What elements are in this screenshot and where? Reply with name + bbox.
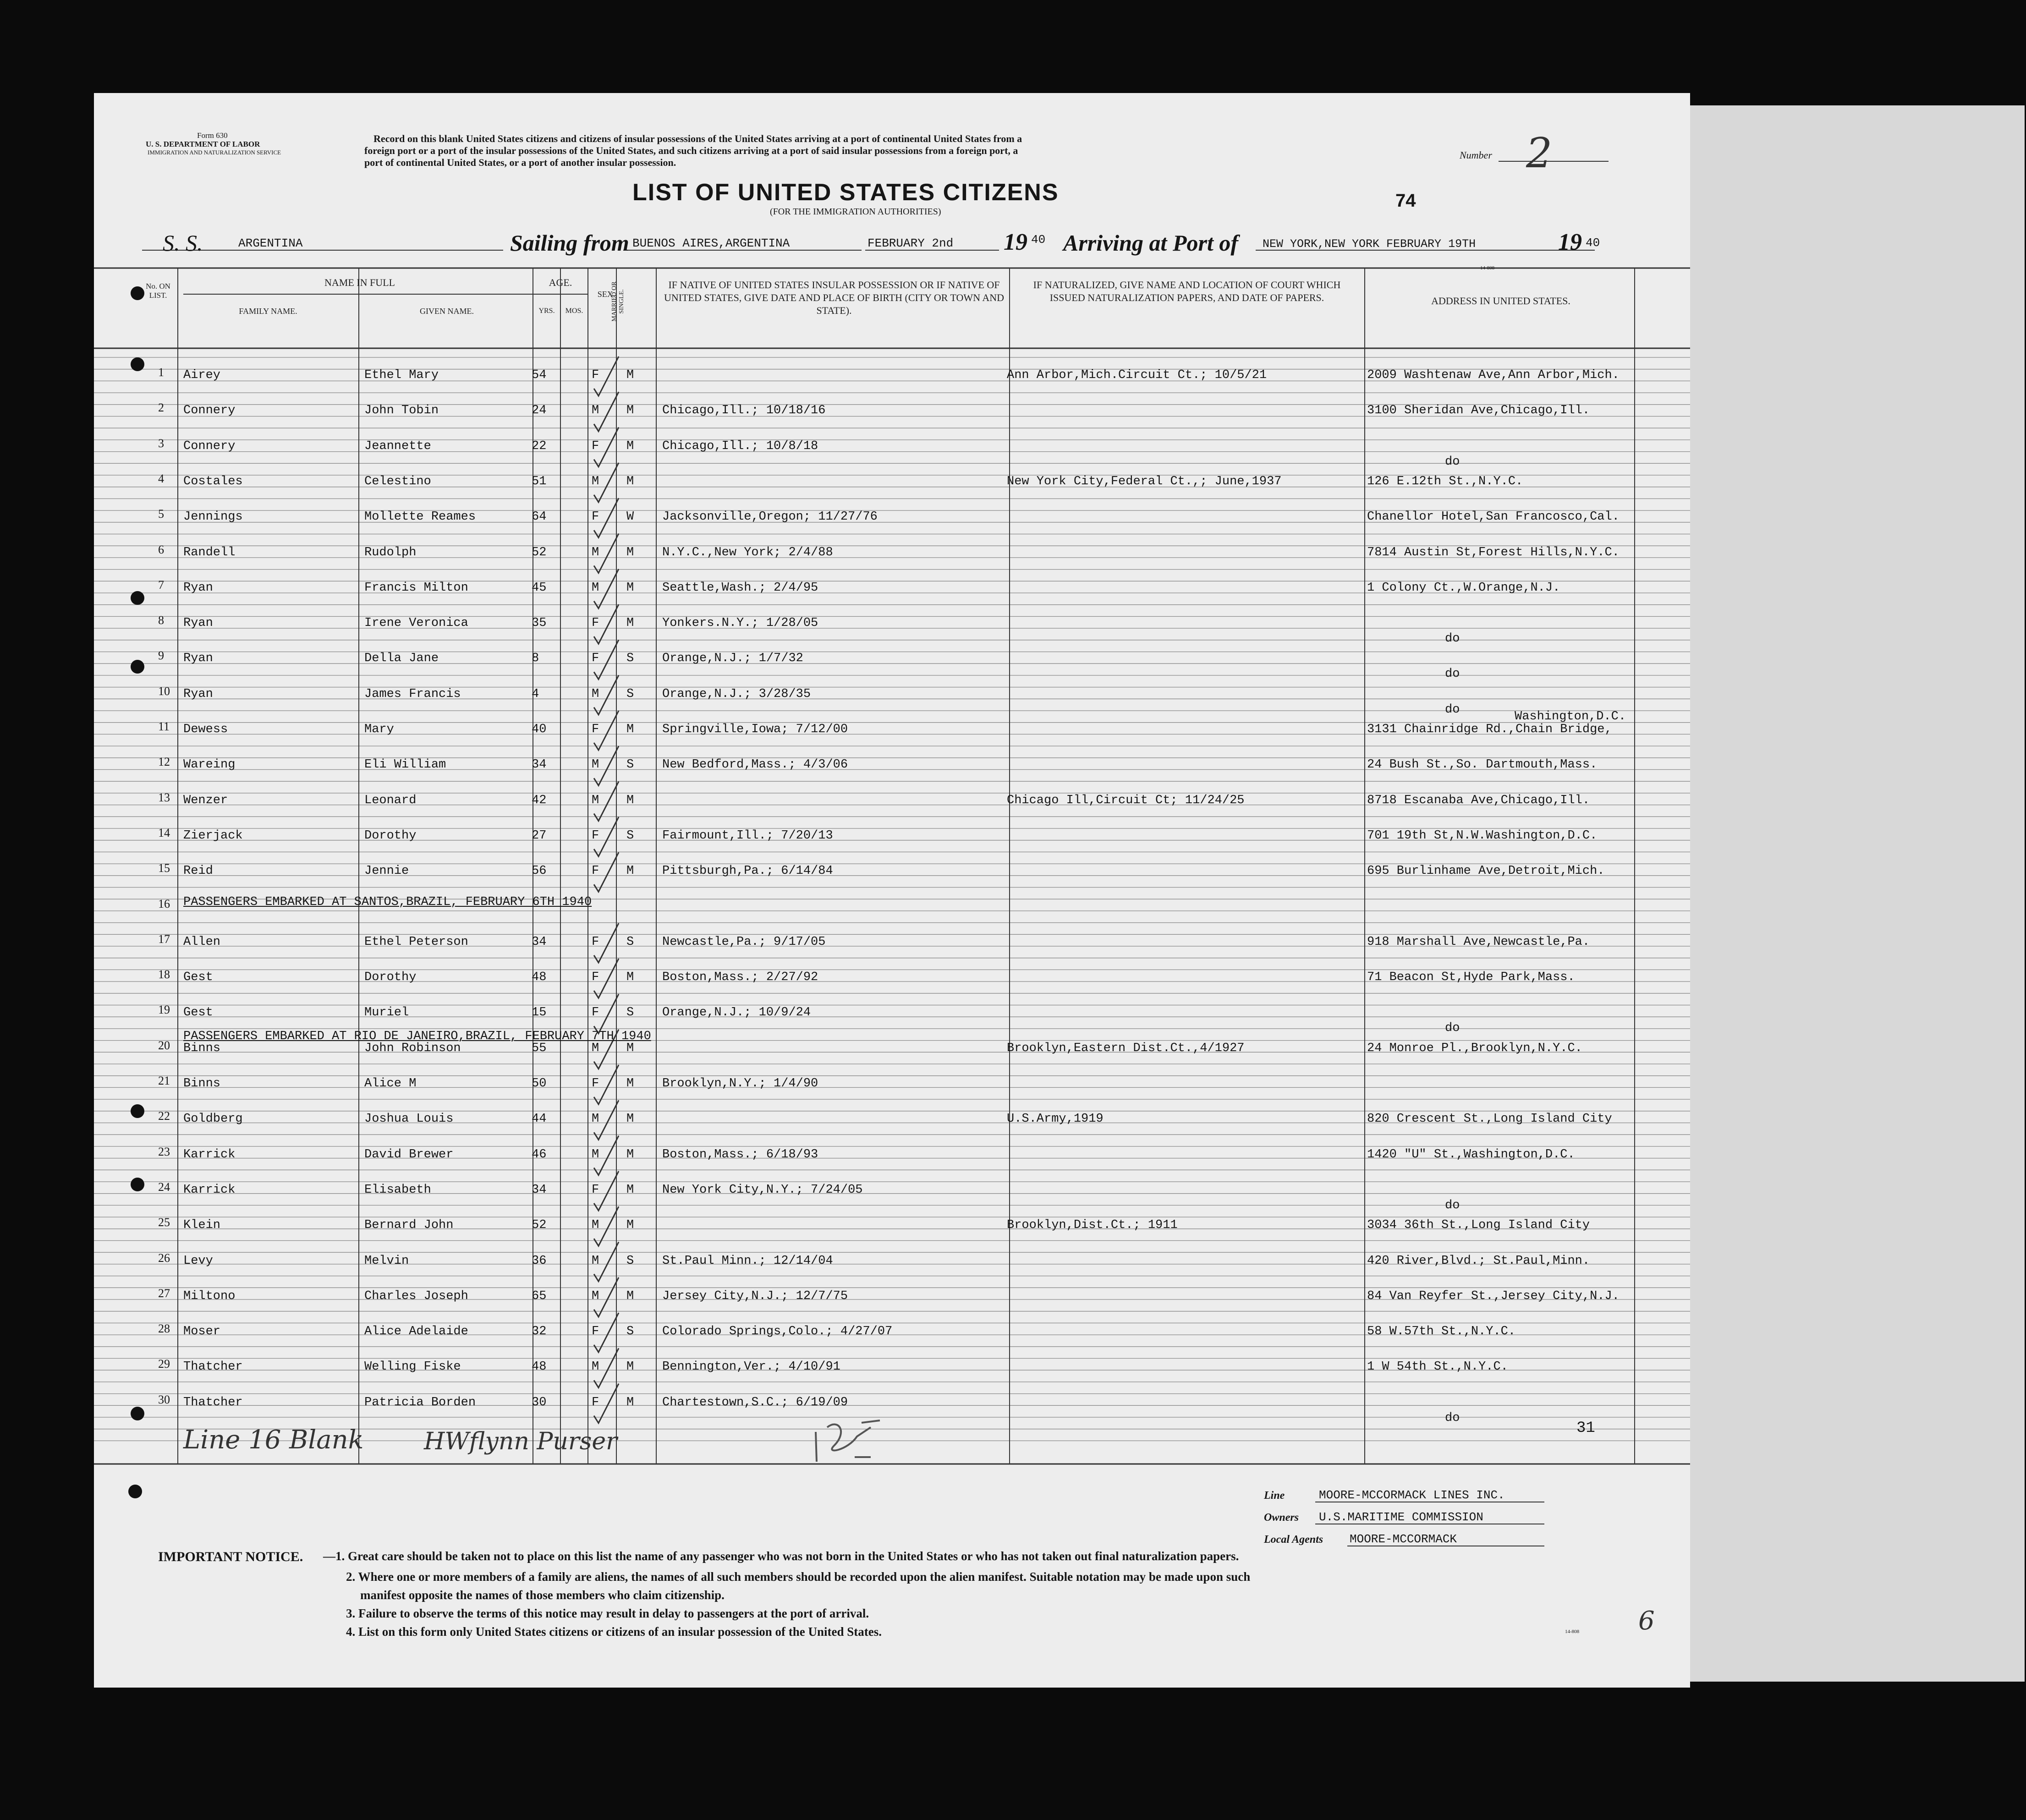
given-name: Joshua Louis bbox=[364, 1112, 454, 1126]
header-age: AGE. bbox=[549, 277, 572, 288]
age-years: 48 bbox=[532, 970, 547, 985]
page-subtitle: (FOR THE IMMIGRATION AUTHORITIES) bbox=[770, 207, 941, 217]
age-years: 24 bbox=[532, 404, 547, 418]
marital-status: M bbox=[626, 545, 634, 559]
sex: M bbox=[592, 1360, 599, 1374]
header-address: ADDRESS IN UNITED STATES. bbox=[1431, 295, 1570, 307]
family-name: Airey bbox=[183, 368, 221, 382]
age-years: 34 bbox=[532, 935, 547, 949]
us-address: do bbox=[1445, 632, 1460, 646]
marital-status: S bbox=[626, 828, 634, 843]
family-name: Ryan bbox=[183, 581, 213, 595]
naturalization-court: Chicago Ill,Circuit Ct; 11/24/25 bbox=[1007, 793, 1245, 807]
us-address: do bbox=[1445, 455, 1460, 469]
row-number: 9 bbox=[158, 649, 164, 663]
header-given-name: GIVEN NAME. bbox=[420, 307, 474, 316]
given-name: Ethel Peterson bbox=[364, 935, 468, 949]
sex: M bbox=[592, 1289, 599, 1303]
departure-year-prefix: 19 bbox=[1004, 229, 1027, 255]
row-number: 1 bbox=[158, 366, 164, 379]
row-number: 14 bbox=[158, 826, 170, 839]
age-years: 48 bbox=[532, 1360, 547, 1374]
age-years: 55 bbox=[532, 1041, 547, 1055]
departure-port: BUENOS AIRES,ARGENTINA bbox=[632, 236, 790, 250]
age-years: 40 bbox=[532, 723, 547, 736]
marital-status: M bbox=[626, 1289, 634, 1303]
age-years: 8 bbox=[532, 652, 539, 666]
marital-status: M bbox=[626, 723, 634, 736]
header-name-in-full: NAME IN FULL bbox=[324, 277, 395, 288]
birth-place-date: Newcastle,Pa.; 9/17/05 bbox=[662, 935, 826, 949]
age-years: 52 bbox=[532, 1218, 547, 1233]
marital-status: S bbox=[626, 758, 634, 772]
given-name: Alice Adelaide bbox=[364, 1325, 468, 1339]
row-number: 16 bbox=[158, 897, 170, 910]
us-address: 58 W.57th St.,N.Y.C. bbox=[1367, 1325, 1516, 1339]
family-name: Ryan bbox=[183, 652, 213, 666]
family-name: Thatcher bbox=[183, 1395, 243, 1409]
marital-status: S bbox=[626, 652, 634, 666]
marital-status: W bbox=[626, 510, 634, 524]
punch-hole bbox=[131, 660, 144, 674]
age-years: 51 bbox=[532, 474, 547, 488]
age-years: 34 bbox=[532, 1183, 547, 1197]
marital-status: M bbox=[626, 1147, 634, 1162]
marital-status: M bbox=[626, 793, 634, 807]
form-number: Form 630 bbox=[197, 131, 228, 140]
birth-place-date: Boston,Mass.; 6/18/93 bbox=[662, 1147, 818, 1162]
marital-status: M bbox=[626, 864, 634, 878]
birth-place-date: Orange,N.J.; 1/7/32 bbox=[662, 652, 803, 666]
header-naturalized: IF NATURALIZED, GIVE NAME AND LOCATION OF COURT WHICH ISSUED NATURALIZATION PAPERS, AND DATE OF PAPERS. bbox=[1033, 279, 1341, 303]
official-initials bbox=[807, 1414, 884, 1469]
family-name: Gest bbox=[183, 1006, 213, 1020]
notice-3: 3. Failure to observe the terms of this notice may result in delay to passengers at the port of arrival. bbox=[346, 1606, 869, 1620]
sex: M bbox=[592, 1254, 599, 1268]
given-name: Mary bbox=[364, 723, 394, 736]
page-title: LIST OF UNITED STATES CITIZENS bbox=[632, 179, 1059, 206]
notice-2: 2. Where one or more members of a family are aliens, the names of all such members should be recorded upon the alien manifest. Suitable notation may be made upon such bbox=[346, 1570, 1251, 1584]
family-name: Wenzer bbox=[183, 793, 228, 807]
sailing-label: Sailing from bbox=[510, 230, 629, 256]
sex: F bbox=[592, 970, 599, 985]
birth-place-date: Fairmount,Ill.; 7/20/13 bbox=[662, 828, 833, 843]
family-name: Thatcher bbox=[183, 1360, 243, 1374]
given-name: Della Jane bbox=[364, 652, 439, 666]
sex: F bbox=[592, 439, 599, 453]
us-address: 1 W 54th St.,N.Y.C. bbox=[1367, 1360, 1508, 1374]
row-number: 27 bbox=[158, 1286, 170, 1300]
list-number: 2 bbox=[1526, 129, 1553, 177]
age-years: 27 bbox=[532, 828, 547, 843]
marital-status: M bbox=[626, 439, 634, 453]
sex: F bbox=[592, 616, 599, 630]
us-address: 24 Bush St.,So. Dartmouth,Mass. bbox=[1367, 758, 1598, 772]
us-address-extra: Washington,D.C. bbox=[1515, 710, 1626, 724]
row-number: 28 bbox=[158, 1322, 170, 1336]
marital-status: M bbox=[626, 368, 634, 382]
naturalization-court: U.S.Army,1919 bbox=[1007, 1112, 1104, 1126]
family-name: Connery bbox=[183, 439, 236, 453]
given-name: Melvin bbox=[364, 1254, 409, 1268]
sex: F bbox=[592, 723, 599, 736]
owners-value: U.S.MARITIME COMMISSION bbox=[1319, 1510, 1483, 1524]
punch-hole bbox=[131, 1178, 144, 1191]
birth-place-date: Springville,Iowa; 7/12/00 bbox=[662, 723, 848, 736]
sex: F bbox=[592, 935, 599, 949]
birth-place-date: Jersey City,N.J.; 12/7/75 bbox=[662, 1289, 848, 1303]
birth-place-date: Chicago,Ill.; 10/8/18 bbox=[662, 439, 818, 453]
marital-status: S bbox=[626, 1254, 634, 1268]
birth-place-date: Colorado Springs,Colo.; 4/27/07 bbox=[662, 1325, 893, 1339]
family-name: Ryan bbox=[183, 616, 213, 630]
us-address: 1420 "U" St.,Washington,D.C. bbox=[1367, 1147, 1575, 1162]
row-number: 26 bbox=[158, 1251, 170, 1265]
row-number: 4 bbox=[158, 471, 164, 485]
marital-status: M bbox=[626, 970, 634, 985]
department-name: U. S. DEPARTMENT OF LABOR bbox=[146, 140, 260, 148]
us-address: do bbox=[1445, 702, 1460, 717]
age-years: 15 bbox=[532, 1006, 547, 1020]
sex: M bbox=[592, 687, 599, 701]
sex: M bbox=[592, 474, 599, 488]
header-family-name: FAMILY NAME. bbox=[239, 307, 297, 316]
sex: F bbox=[592, 1183, 599, 1197]
row-number: 3 bbox=[158, 436, 164, 450]
birth-place-date: N.Y.C.,New York; 2/4/88 bbox=[662, 545, 833, 559]
marital-status: M bbox=[626, 1041, 634, 1055]
marital-status: M bbox=[626, 1077, 634, 1091]
given-name: David Brewer bbox=[364, 1147, 454, 1162]
birth-place-date: Orange,N.J.; 10/9/24 bbox=[662, 1006, 811, 1020]
row-number: 18 bbox=[158, 968, 170, 981]
family-name: Costales bbox=[183, 474, 243, 488]
ss-label: S. S. bbox=[163, 230, 203, 256]
given-name: Ethel Mary bbox=[364, 368, 439, 382]
birth-place-date: Seattle,Wash.; 2/4/95 bbox=[662, 581, 818, 595]
us-address: 1 Colony Ct.,W.Orange,N.J. bbox=[1367, 581, 1560, 595]
arrival-year-prefix: 19 bbox=[1558, 229, 1582, 255]
family-name: Binns bbox=[183, 1041, 221, 1055]
us-address: Chanellor Hotel,San Francosco,Cal. bbox=[1367, 510, 1620, 524]
owners-label: Owners bbox=[1264, 1512, 1299, 1524]
birth-place-date: Pittsburgh,Pa.; 6/14/84 bbox=[662, 864, 833, 878]
marital-status: M bbox=[626, 474, 634, 488]
family-name: Karrick bbox=[183, 1147, 236, 1162]
notice-1: —1. Great care should be taken not to place on this list the name of any passenger who was not born in the United States or who has not taken out final naturalization papers. bbox=[323, 1549, 1239, 1563]
age-years: 45 bbox=[532, 581, 547, 595]
line-label: Line bbox=[1264, 1490, 1285, 1502]
family-name: Karrick bbox=[183, 1183, 236, 1197]
line-value: MOORE-MCCORMACK LINES INC. bbox=[1319, 1488, 1505, 1502]
age-years: 42 bbox=[532, 793, 547, 807]
row-number: 13 bbox=[158, 790, 170, 804]
given-name: Rudolph bbox=[364, 545, 417, 559]
given-name: John Robinson bbox=[364, 1041, 461, 1055]
punch-hole bbox=[131, 591, 144, 605]
given-name: Dorothy bbox=[364, 828, 417, 843]
naturalization-court: New York City,Federal Ct.,; June,1937 bbox=[1007, 474, 1282, 488]
family-name: Levy bbox=[183, 1254, 213, 1268]
number-label: Number bbox=[1460, 149, 1492, 161]
family-name: Zierjack bbox=[183, 828, 243, 843]
age-years: 30 bbox=[532, 1395, 547, 1409]
marital-status: M bbox=[626, 1112, 634, 1126]
sex: F bbox=[592, 1077, 599, 1091]
page-mark: 6 bbox=[1638, 1606, 1655, 1636]
age-years: 46 bbox=[532, 1147, 547, 1162]
us-address: 24 Monroe Pl.,Brooklyn,N.Y.C. bbox=[1367, 1041, 1582, 1055]
birth-place-date: New Bedford,Mass.; 4/3/06 bbox=[662, 758, 848, 772]
age-years: 65 bbox=[532, 1289, 547, 1303]
arrival-year: 40 bbox=[1586, 236, 1600, 250]
given-name: Elisabeth bbox=[364, 1183, 431, 1197]
naturalization-court: Ann Arbor,Mich.Circuit Ct.; 10/5/21 bbox=[1007, 368, 1267, 382]
naturalization-court: Brooklyn,Eastern Dist.Ct.,4/1927 bbox=[1007, 1041, 1245, 1055]
row-number: 25 bbox=[158, 1216, 170, 1229]
total-count: 31 bbox=[1576, 1420, 1595, 1437]
us-address: 2009 Washtenaw Ave,Ann Arbor,Mich. bbox=[1367, 368, 1620, 382]
sex: F bbox=[592, 828, 599, 843]
family-name: Jennings bbox=[183, 510, 243, 524]
given-name: Jennie bbox=[364, 864, 409, 878]
us-address: 7814 Austin St,Forest Hills,N.Y.C. bbox=[1367, 545, 1620, 559]
header-native-birth: IF NATIVE OF UNITED STATES INSULAR POSSESSION OR IF NATIVE OF UNITED STATES, GIVE DATE AND PLACE OF BIRTH (CITY OR TOWN AND STATE). bbox=[664, 279, 1005, 316]
birth-place-date: Bennington,Ver.; 4/10/91 bbox=[662, 1360, 840, 1374]
row-number: 7 bbox=[158, 578, 164, 592]
birth-place-date: New York City,N.Y.; 7/24/05 bbox=[662, 1183, 863, 1197]
given-name: Alice M bbox=[364, 1077, 417, 1091]
us-address: 71 Beacon St,Hyde Park,Mass. bbox=[1367, 970, 1575, 985]
row-number: 29 bbox=[158, 1357, 170, 1371]
marital-status: S bbox=[626, 1006, 634, 1020]
marital-status: M bbox=[626, 1183, 634, 1197]
family-name: Ryan bbox=[183, 687, 213, 701]
given-name: James Francis bbox=[364, 687, 461, 701]
row-number: 11 bbox=[158, 720, 170, 733]
sex: F bbox=[592, 864, 599, 878]
header-married-single: MARRIED OR SINGLE. bbox=[611, 281, 625, 322]
age-years: 56 bbox=[532, 864, 547, 878]
row-number: 23 bbox=[158, 1145, 170, 1158]
sex: F bbox=[592, 1006, 599, 1020]
service-name: IMMIGRATION AND NATURALIZATION SERVICE bbox=[148, 149, 281, 156]
family-name: Allen bbox=[183, 935, 221, 949]
birth-place-date: Chartestown,S.C.; 6/19/09 bbox=[662, 1395, 848, 1409]
record-line-1: Record on this blank United States citizens and citizens of insular possessions of the United States arriving at a port of continental United States from a bbox=[373, 133, 1022, 144]
header-sex: SEX. bbox=[597, 290, 615, 299]
sex: F bbox=[592, 510, 599, 524]
given-name: Bernard John bbox=[364, 1218, 454, 1233]
row-number: 5 bbox=[158, 507, 164, 521]
given-name: Eli William bbox=[364, 758, 446, 772]
departure-date: FEBRUARY 2nd bbox=[868, 236, 954, 250]
sex: F bbox=[592, 1395, 599, 1409]
us-address: 701 19th St,N.W.Washington,D.C. bbox=[1367, 828, 1598, 843]
notice-4: 4. List on this form only United States citizens or citizens of an insular possession of the United States. bbox=[346, 1625, 882, 1639]
sex: M bbox=[592, 758, 599, 772]
punch-hole bbox=[131, 357, 144, 371]
family-name: Connery bbox=[183, 404, 236, 418]
sex: M bbox=[592, 1218, 599, 1233]
age-years: 32 bbox=[532, 1325, 547, 1339]
agents-value: MOORE-MCCORMACK bbox=[1350, 1532, 1457, 1546]
sex: F bbox=[592, 652, 599, 666]
age-years: 44 bbox=[532, 1112, 547, 1126]
sex: M bbox=[592, 1041, 599, 1055]
header-no: No. ON LIST. bbox=[146, 282, 170, 300]
punch-hole bbox=[128, 1485, 142, 1498]
age-years: 52 bbox=[532, 545, 547, 559]
age-years: 64 bbox=[532, 510, 547, 524]
sex: M bbox=[592, 1112, 599, 1126]
us-address: 126 E.12th St.,N.Y.C. bbox=[1367, 474, 1523, 488]
family-name: Gest bbox=[183, 970, 213, 985]
birth-place-date: Yonkers.N.Y.; 1/28/05 bbox=[662, 616, 818, 630]
us-address: 3100 Sheridan Ave,Chicago,Ill. bbox=[1367, 404, 1590, 418]
family-name: Miltono bbox=[183, 1289, 236, 1303]
family-name: Moser bbox=[183, 1325, 221, 1339]
us-address: do bbox=[1445, 1198, 1460, 1212]
given-name: Leonard bbox=[364, 793, 417, 807]
marital-status: M bbox=[626, 1360, 634, 1374]
sex: M bbox=[592, 545, 599, 559]
us-address: 8718 Escanaba Ave,Chicago,Ill. bbox=[1367, 793, 1590, 807]
row-number: 10 bbox=[158, 684, 170, 698]
age-years: 22 bbox=[532, 439, 547, 453]
given-name: Francis Milton bbox=[364, 581, 468, 595]
family-name: Klein bbox=[183, 1218, 221, 1233]
header-years: YRS. bbox=[538, 307, 555, 315]
birth-place-date: Jacksonville,Oregon; 11/27/76 bbox=[662, 510, 878, 524]
age-years: 35 bbox=[532, 616, 547, 630]
section-heading: PASSENGERS EMBARKED AT RIO DE JANEIRO,BRAZIL, FEBRUARY 7TH 1940 bbox=[183, 1030, 651, 1044]
age-years: 36 bbox=[532, 1254, 547, 1268]
given-name: Mollette Reames bbox=[364, 510, 476, 524]
marital-status: S bbox=[626, 687, 634, 701]
ship-name: ARGENTINA bbox=[238, 236, 303, 250]
given-name: Patricia Borden bbox=[364, 1395, 476, 1409]
form-code: 14-808 bbox=[1565, 1629, 1580, 1634]
departure-year: 40 bbox=[1031, 233, 1046, 247]
sex: F bbox=[592, 368, 599, 382]
given-name: Celestino bbox=[364, 474, 431, 488]
header-months: MOS. bbox=[565, 307, 583, 315]
given-name: Welling Fiske bbox=[364, 1360, 461, 1374]
given-name: Charles Joseph bbox=[364, 1289, 468, 1303]
given-name: Dorothy bbox=[364, 970, 417, 985]
sex: F bbox=[592, 1325, 599, 1339]
sex: M bbox=[592, 581, 599, 595]
row-number: 8 bbox=[158, 614, 164, 627]
handwritten-note: Line 16 Blank bbox=[183, 1425, 364, 1455]
marital-status: M bbox=[626, 581, 634, 595]
purser-signature: HWflynn Purser bbox=[424, 1428, 618, 1455]
family-name: Binns bbox=[183, 1077, 221, 1091]
record-line-3: port of continental United States, or a port of another insular possession. bbox=[364, 157, 676, 168]
birth-place-date: Brooklyn,N.Y.; 1/4/90 bbox=[662, 1077, 818, 1091]
given-name: John Tobin bbox=[364, 404, 439, 418]
marital-status: M bbox=[626, 1218, 634, 1233]
arriving-label: Arriving at Port of bbox=[1063, 230, 1238, 256]
family-name: Goldberg bbox=[183, 1112, 243, 1126]
agents-label: Local Agents bbox=[1264, 1534, 1323, 1546]
punch-hole bbox=[131, 1104, 144, 1118]
section-heading: PASSENGERS EMBARKED AT SANTOS,BRAZIL, FEBRUARY 6TH 1940 bbox=[183, 895, 592, 909]
us-address: 820 Crescent St.,Long Island City bbox=[1367, 1112, 1612, 1126]
row-number: 6 bbox=[158, 543, 164, 556]
age-years: 50 bbox=[532, 1077, 547, 1091]
sex: M bbox=[592, 1147, 599, 1162]
age-years: 4 bbox=[532, 687, 539, 701]
notice-title: IMPORTANT NOTICE. bbox=[158, 1549, 303, 1564]
given-name: Jeannette bbox=[364, 439, 431, 453]
marital-status: M bbox=[626, 1395, 634, 1409]
given-name: Irene Veronica bbox=[364, 616, 468, 630]
us-address: 420 River,Blvd.; St.Paul,Minn. bbox=[1367, 1254, 1590, 1268]
row-number: 15 bbox=[158, 861, 170, 875]
row-number: 20 bbox=[158, 1038, 170, 1052]
notice-2-cont: manifest opposite the names of those members who claim citizenship. bbox=[360, 1588, 725, 1602]
us-address: do bbox=[1445, 1021, 1460, 1036]
sex: M bbox=[592, 793, 599, 807]
birth-place-date: St.Paul Minn.; 12/14/04 bbox=[662, 1254, 833, 1268]
row-number: 22 bbox=[158, 1109, 170, 1123]
sex: M bbox=[592, 404, 599, 418]
family-name: Wareing bbox=[183, 758, 236, 772]
row-number: 12 bbox=[158, 755, 170, 769]
print-code: 14-808 bbox=[1480, 265, 1495, 271]
marital-status: S bbox=[626, 935, 634, 949]
us-address: 918 Marshall Ave,Newcastle,Pa. bbox=[1367, 935, 1590, 949]
punch-hole bbox=[131, 1407, 144, 1420]
us-address: 3131 Chainridge Rd.,Chain Bridge, bbox=[1367, 723, 1612, 736]
marital-status: S bbox=[626, 1325, 634, 1339]
row-number: 17 bbox=[158, 932, 170, 946]
arrival-port: NEW YORK,NEW YORK FEBRUARY 19TH bbox=[1263, 237, 1476, 251]
us-address: 3034 36th St.,Long Island City bbox=[1367, 1218, 1590, 1233]
us-address: do bbox=[1445, 1411, 1460, 1425]
row-number: 24 bbox=[158, 1180, 170, 1194]
given-name: Muriel bbox=[364, 1006, 409, 1020]
marital-status: M bbox=[626, 404, 634, 418]
record-line-2: foreign port or a port of the insular possessions of the United States, and such citizens arriving at a port of said insular possessions from a foreign port, a bbox=[364, 145, 1018, 156]
stamp-number: 74 bbox=[1395, 191, 1416, 211]
family-name: Reid bbox=[183, 864, 213, 878]
row-number: 30 bbox=[158, 1392, 170, 1406]
row-number: 2 bbox=[158, 401, 164, 415]
birth-place-date: Orange,N.J.; 3/28/35 bbox=[662, 687, 811, 701]
birth-place-date: Boston,Mass.; 2/27/92 bbox=[662, 970, 818, 985]
marital-status: M bbox=[626, 616, 634, 630]
age-years: 34 bbox=[532, 758, 547, 772]
row-number: 21 bbox=[158, 1074, 170, 1087]
us-address: 84 Van Reyfer St.,Jersey City,N.J. bbox=[1367, 1289, 1620, 1303]
birth-place-date: Chicago,Ill.; 10/18/16 bbox=[662, 404, 826, 418]
us-address: 695 Burlinhame Ave,Detroit,Mich. bbox=[1367, 864, 1605, 878]
family-name: Dewess bbox=[183, 723, 228, 736]
us-address: do bbox=[1445, 667, 1460, 681]
naturalization-court: Brooklyn,Dist.Ct.; 1911 bbox=[1007, 1218, 1178, 1233]
family-name: Randell bbox=[183, 545, 236, 559]
row-number: 19 bbox=[158, 1003, 170, 1017]
age-years: 54 bbox=[532, 368, 547, 382]
